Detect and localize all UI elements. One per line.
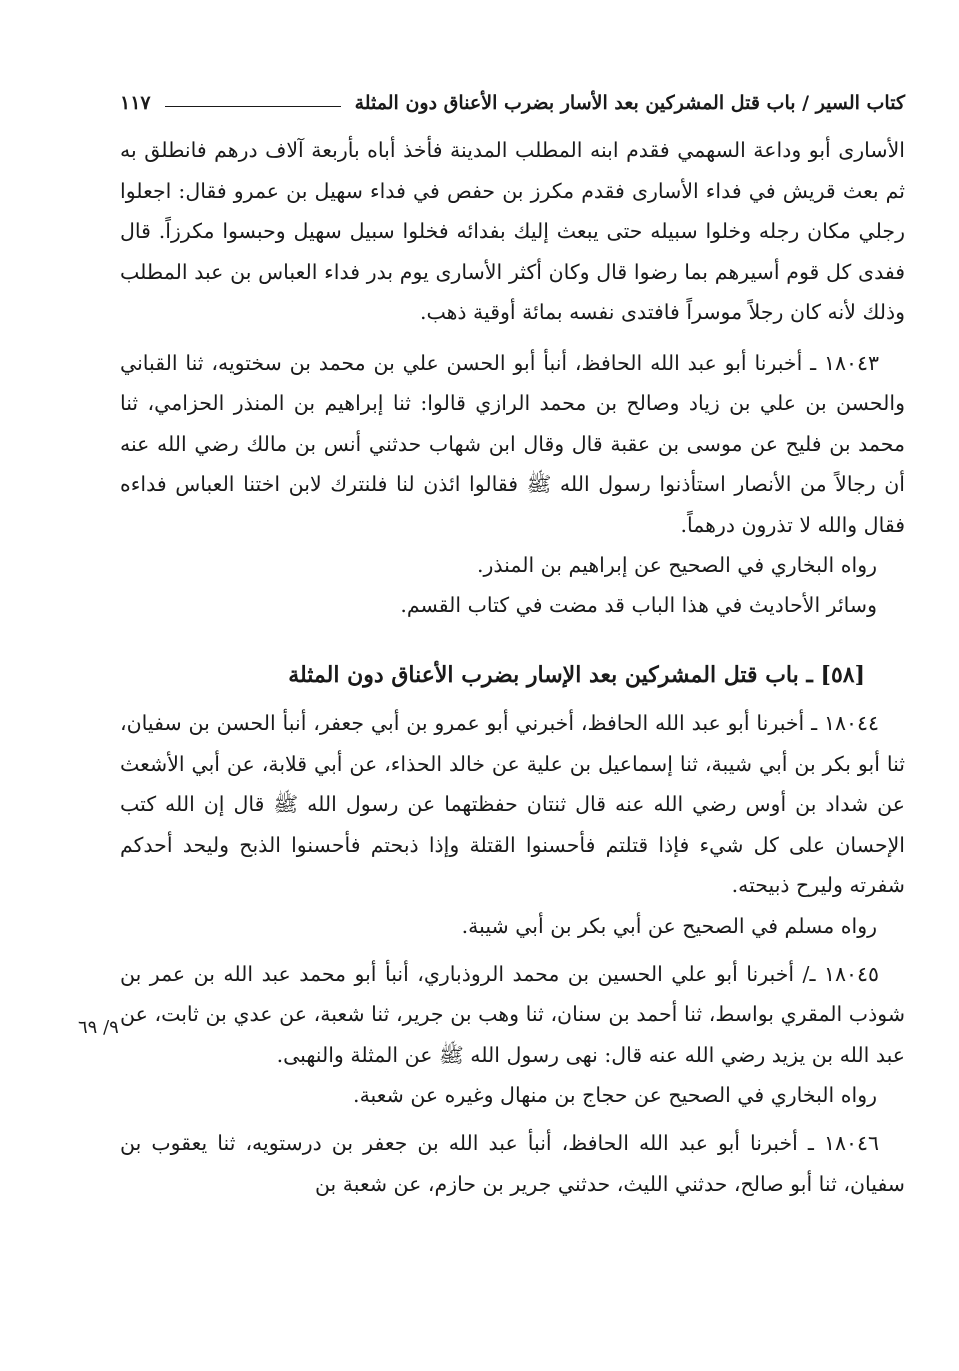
margin-reference: ٩/ ٦٩ — [78, 1017, 119, 1038]
section-heading: [٥٨] ـ باب قتل المشركين بعد الإسار بضرب الأعناق دون المثلة — [288, 662, 865, 688]
narration-note-muslim: رواه مسلم في الصحيح عن أبي بكر بن أبي شيبة. — [461, 913, 877, 938]
hadith-18043: ١٨٠٤٣ ـ أخبرنا أبو عبد الله الحافظ، أنبأ أبو الحسن علي بن محمد بن سختويه، ثنا القباني والحسن بن علي بن زياد وصالح بن محمد الرازي قالوا: ثنا إبراهيم بن المنذر الحزامي، ثنا محمد بن فليح عن موسى بن عقبة قال وقال ابن شهاب حدثني أنس بن مالك رضي الله عنه أن رجالاً من الأنصار استأذنوا رسول الله ﷺ فقالوا ائذن لنا فلنترك لابن اختنا العباس فداءه فقال والله لا تذرون درهماً. — [120, 350, 905, 537]
page-number: ١١٧ — [120, 92, 151, 114]
remaining-hadiths-note: وسائر الأحاديث في هذا الباب قد مضت في كتاب القسم. — [400, 593, 877, 617]
paragraph-continuation: الأسارى أبو وداعة السهمي فقدم ابنه المطلب المدينة فأخذ أباه بأربعة آلاف درهم فانطلق به ثم بعث قريش في فداء الأسارى فقدم مكرز بن حفص في فداء سهيل بن عمرو فقال: اجعلوا رجلي مكان رجله وخلوا سبيله حتى يبعث إليك بفدائه فخلوا سبيل سهيل وحبسوا مكرزاً. قال ففدى كل قوم أسيرهم بما رضوا قال وكان أكثر الأسارى يوم بدر فداء العباس بن عبد المطلب وذلك لأنه كان رجلاً موسراً فافتدى نفسه بمائة أوقية ذهب. — [120, 138, 905, 324]
narration-note-bukhari: رواه البخاري في الصحيح عن إبراهيم بن المنذر. — [476, 553, 877, 577]
book-page — [120, 84, 905, 1204]
running-head-title: كتاب السير / باب قتل المشركين بعد الأسار بضرب الأعناق دون المثلة — [354, 92, 905, 114]
narration-note-bukhari-2: رواه البخاري في الصحيح عن حجاج بن منهال وغيره عن شعبة. — [353, 1083, 877, 1107]
hadith-18046: ١٨٠٤٦ ـ أخبرنا أبو عبد الله الحافظ، أنبأ عبد الله بن جعفر بن درستويه، ثنا يعقوب بن سفيان، ثنا أبو صالح، حدثني الليث، حدثني جرير بن حازم، عن شعبة بن — [120, 1131, 905, 1196]
hadith-18044: ١٨٠٤٤ ـ أخبرنا أبو عبد الله الحافظ، أخبرني أبو عمرو بن أبي جعفر، أنبأ الحسن بن سفيان، ثنا أبو بكر بن أبي شيبة، ثنا إسماعيل بن علية عن خالد الحذاء، عن أبي قلابة، عن أبي الأشعث عن شداد بن أوس رضي الله عنه قال ثنتان حفظتهما عن رسول الله ﷺ قال إن الله كتب الإحسان على كل شيء فإذا قتلتم فأحسنوا القتلة وإذا ذبحتم فأحسنوا الذبح وليحد أحدكم شفرته وليرح ذبيحته. — [120, 711, 905, 897]
hadith-18045: ١٨٠٤٥ ـ/ أخبرنا أبو علي الحسين بن محمد الروذباري، أنبأ أبو محمد عبد الله بن عمر بن شوذب المقري بواسط، ثنا أحمد بن سنان، ثنا وهب بن جرير، ثنا شعبة، عن عدي بن ثابت، عن عبد الله بن يزيد رضي الله عنه قال: نهى رسول الله ﷺ عن المثلة والنهبى. — [120, 961, 905, 1067]
running-head-rule — [165, 106, 341, 107]
running-head — [120, 84, 905, 122]
